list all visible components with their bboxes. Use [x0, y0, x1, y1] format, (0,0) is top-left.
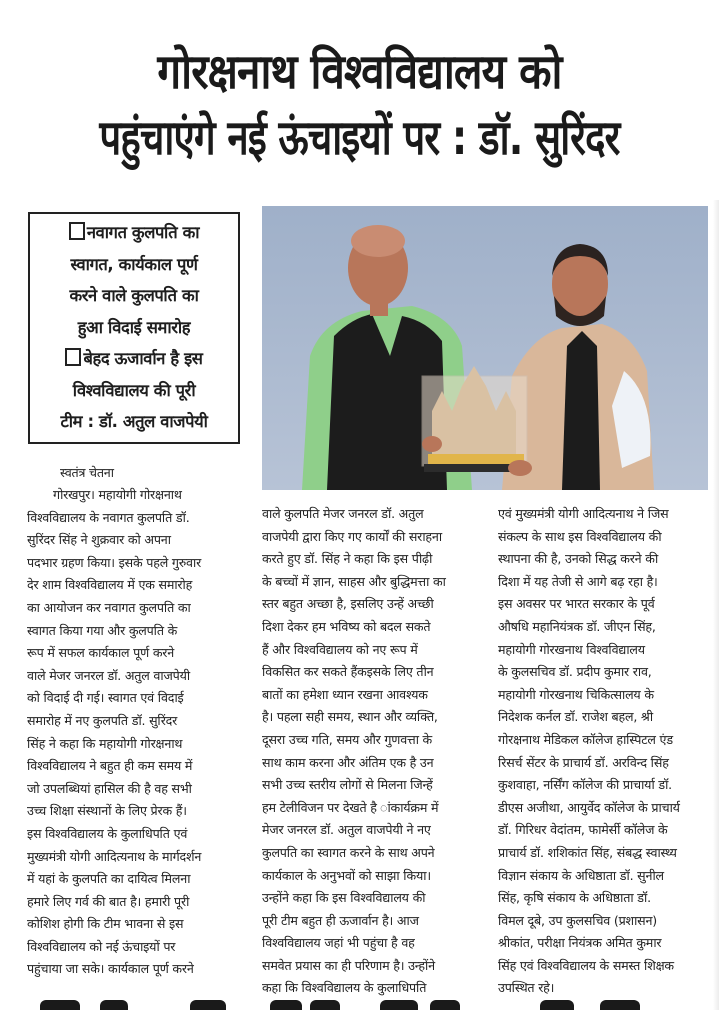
article-line: सिंह एवं विश्वविद्यालय के समस्त शिक्षक — [498, 957, 674, 973]
article-line: बातों का हमेशा ध्यान रखना आवश्यक — [262, 686, 428, 702]
article-byline: स्वतंत्र चेतना — [60, 465, 114, 480]
article-column-3 — [498, 503, 710, 1000]
square-bullet-icon — [69, 222, 85, 240]
article-line: कुलपति का स्वागत करने के साथ अपने — [262, 844, 435, 860]
article-line: औषधि महानियंत्रक डॉ. जीएन सिंह, — [498, 618, 656, 634]
article-line: स्थापना की है, उनको सिद्ध करने की — [498, 551, 659, 567]
article-line: स्वागत किया गया और कुलपति के — [27, 622, 178, 638]
article-line: रिसर्च सेंटर के प्राचार्य डॉ. अरविन्द सिंह — [498, 754, 669, 770]
article-line: संकल्प के साथ इस विश्वविद्यालय की — [498, 528, 662, 544]
square-bullet-icon — [65, 348, 81, 366]
article-line: महायोगी गोरखनाथ विश्वविद्यालय — [498, 641, 645, 657]
photo-illustration — [262, 206, 708, 490]
article-line: कोशिश होगी कि टीम भावना से इस — [27, 916, 184, 932]
article-line: विश्वविद्यालय ने बहुत ही कम समय में — [27, 758, 193, 774]
article-line: में यहां के कुलपति का दायित्व मिलना — [27, 871, 191, 887]
article-line: देर शाम विश्वविद्यालय में एक समारोह — [27, 577, 193, 593]
article-line: सिंह ने कहा कि महायोगी गोरक्षनाथ — [27, 735, 183, 751]
article-line: हम टेलीविजन पर देखते है ांकार्यक्रम में — [262, 799, 439, 815]
article-line: को विदाई दी गई। स्वागत एवं विदाई — [27, 690, 184, 706]
highlight-text: स्वागत, कार्यकाल पूर्ण — [70, 254, 198, 274]
article-line: विकसित कर सकते हैंकइसके लिए तीन — [262, 664, 434, 680]
article-line: के बच्चों में ज्ञान, साहस और बुद्धिमत्ता का — [262, 573, 446, 589]
article-line: उन्होंने कहा कि इस विश्वविद्यालय की — [262, 890, 426, 906]
article-line: पूरी टीम बहुत ही ऊजार्वान है। आज — [262, 912, 419, 928]
headline-line-2: पहुंचाएंगे नई ऊंचाइयों पर : डॉ. सुरिंदर — [99, 110, 620, 166]
article-line: इस अवसर पर भारत सरकार के पूर्व — [498, 596, 655, 612]
article-line: कहा कि विश्वविद्यालय के कुलाधिपति — [262, 980, 427, 996]
article-line: उच्च शिक्षा संस्थानों के लिए प्रेरक हैं। — [27, 803, 187, 819]
news-photo — [262, 206, 708, 490]
article-line: पदभार ग्रहण किया। इसके पहले गुरुवार — [27, 554, 202, 570]
article-line: मुख्यमंत्री योगी आदित्यनाथ के मार्गदर्शन — [27, 848, 202, 864]
article-line: जो उपलब्धियां हासिल की है वह सभी — [27, 780, 192, 796]
article-line: समारोह में नए कुलपति डॉ. सुरिंदर — [27, 712, 178, 728]
page-edge-shadow — [713, 200, 719, 1010]
headline-line-1: गोरक्षनाथ विश्वविद्यालय को — [157, 44, 562, 100]
article-line: इस विश्वविद्यालय के कुलाधिपति एवं — [27, 825, 188, 841]
article-line: विश्वविद्यालय जहां भी पहुंचा है वह — [262, 935, 415, 951]
article-line: उपस्थित रहे। — [498, 980, 555, 996]
article-line: वाजपेयी द्वारा किए गए कार्यों की सराहना — [262, 528, 442, 544]
article-line: साथ काम करना और अंतिम एक है उन — [262, 754, 434, 770]
article-line: कुशवाहा, नर्सिंग कॉलेज की प्राचार्या डॉ. — [498, 777, 672, 793]
article-line: स्तर बहुत अच्छा है, इसलिए उन्हें अच्छी — [262, 596, 434, 612]
article-line: एवं मुख्यमंत्री योगी आदित्यनाथ ने जिस — [498, 506, 669, 521]
article-line: है। पहला सही समय, स्थान और व्यक्ति, — [262, 709, 438, 725]
article-line: विमल दूबे, उप कुलसचिव (प्रशासन) — [498, 912, 657, 928]
highlight-text: हुआ विदाई समारोह — [77, 317, 191, 337]
article-line: दिशा में यह तेजी से आगे बढ़ रहा है। — [498, 573, 658, 589]
article-line: सिंह, कृषि संकाय के अधिष्ठाता डॉ. — [498, 890, 651, 906]
article-line: का आयोजन कर नवागत कुलपति का — [27, 599, 191, 615]
article-column-1 — [27, 484, 238, 981]
article-line: निदेशक कर्नल डॉ. राजेश बहल, श्री — [498, 709, 653, 725]
article-line: वाले कुलपति मेजर जनरल डॉ. अतुल — [262, 506, 424, 521]
article-line: समवेत प्रयास का ही परिणाम है। उन्होंने — [262, 957, 435, 973]
article-line: हमारे लिए गर्व की बात है। हमारी पूरी — [27, 893, 190, 909]
article-line: महायोगी गोरखनाथ चिकित्सालय के — [498, 686, 654, 702]
highlights-box — [28, 212, 240, 444]
article-line: डॉ. गिरिधर वेदांतम, फामेर्सी कॉलेज के — [498, 822, 668, 838]
article-line: सभी उच्च स्तरीय लोगों से मिलना जिन्हें — [262, 777, 433, 793]
article-line: गोरखपुर। महायोगी गोरक्षनाथ — [53, 487, 182, 502]
article-column-2 — [262, 503, 479, 1000]
article-line: विज्ञान संकाय के अधिष्ठाता डॉ. सुनील — [498, 867, 664, 883]
highlight-text: विश्वविद्यालय की पूरी — [72, 380, 196, 400]
article-line: मेजर जनरल डॉ. अतुल वाजपेयी ने नए — [262, 822, 431, 838]
article-line: दूसरा उच्च गति, समय और गुणवत्ता के — [262, 731, 433, 747]
article-line: करते हुए डॉ. सिंह ने कहा कि इस पीढ़ी — [262, 551, 433, 567]
highlight-point-2: बेहद ऊजार्वान है इस — [32, 343, 236, 375]
article-line: श्रीकांत, परीक्षा नियंत्रक अमित कुमार — [498, 935, 662, 951]
next-headline-cutoff — [0, 1000, 719, 1010]
highlight-text: करने वाले कुलपति का — [69, 286, 199, 305]
article-line: डीएस अजीथा, आयुर्वेद कॉलेज के प्राचार्य — [498, 799, 680, 815]
article-line: कार्यकाल के अनुभवों को साझा किया। — [262, 867, 431, 883]
article-line: के कुलसचिव डॉ. प्रदीप कुमार राव, — [498, 664, 652, 680]
article-line: दिशा देकर हम भविष्य को बदल सकते — [262, 618, 431, 634]
article-line: विश्वविद्यालय के नवागत कुलपति डॉ. — [27, 509, 190, 525]
highlight-text: टीम : डॉ. अतुल वाजपेयी — [60, 412, 208, 431]
article-line: वाले मेजर जनरल डॉ. अतुल वाजपेयी — [27, 667, 190, 683]
article-line: सुरिंदर सिंह ने शुक्रवार को अपना — [27, 532, 171, 548]
article-line: पहुंचाया जा सके। कार्यकाल पूर्ण करने — [27, 961, 194, 977]
article-line: विश्वविद्यालय को नई ऊंचाइयों पर — [27, 938, 176, 954]
article-line: हैं और विश्वविद्यालय को नए रूप में — [262, 641, 418, 657]
article-line: रूप में सफल कार्यकाल पूर्ण करने — [27, 645, 175, 661]
highlight-point-1: नवागत कुलपति का — [32, 217, 236, 249]
temple-memento — [422, 366, 532, 476]
article-line: गोरक्षनाथ मेडिकल कॉलेज हास्पिटल एंड — [498, 731, 673, 747]
article-line: प्राचार्य डॉ. शशिकांत सिंह, संबद्ध स्वास्थ्य — [498, 844, 677, 860]
